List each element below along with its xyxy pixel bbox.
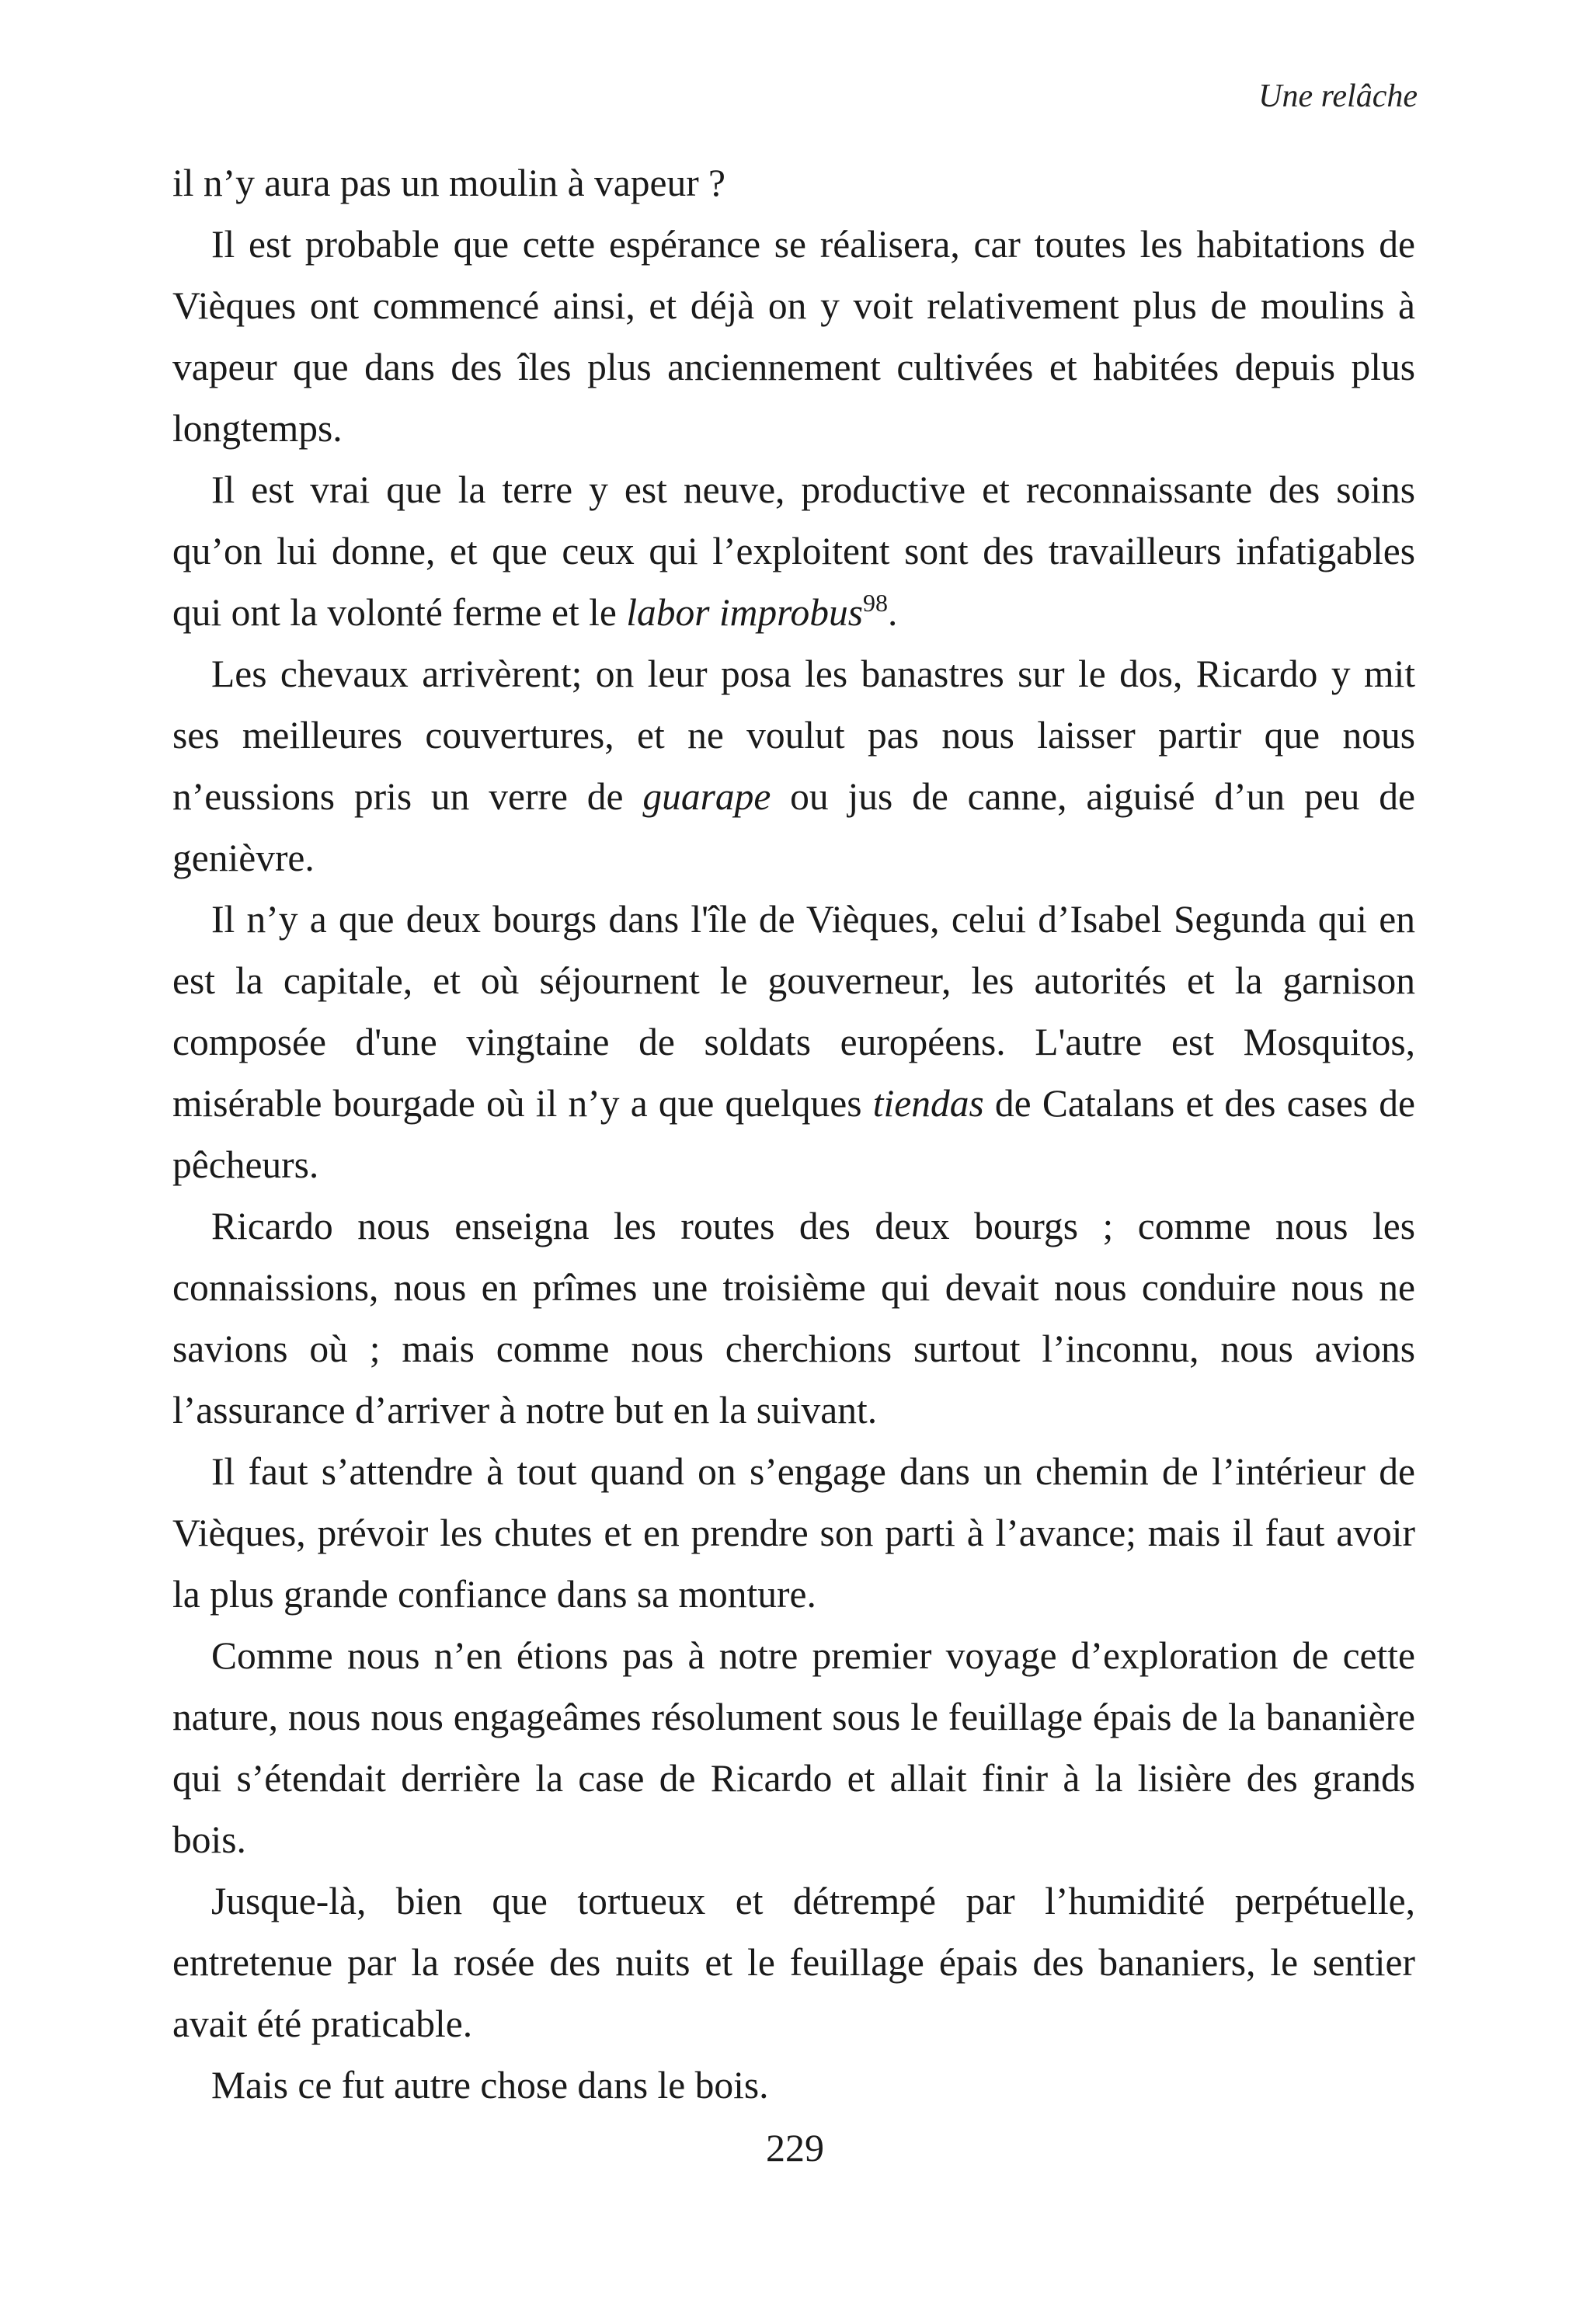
text-run: Les chevaux arrivèrent; on leur posa les banastres sur le dos, Ricardo y mit ses meilleures couvertures, et ne voulut pas nous laisser partir que nous n’eussions pris un verre de [172,652,1415,818]
paragraph [172,643,1415,889]
paragraph [172,1870,1415,2054]
running-head: Une relâche [1258,78,1418,114]
text-run: Il est probable que cette espérance se réalisera, car toutes les habitations de Vièques ont commencé ainsi, et déjà on y voit relativement plus de moulins à vapeur que dans des îles plus anciennement cultivées et habitées depuis plus longtemps. [172,223,1415,450]
text-run: . [888,591,898,634]
text-run: il n’y aura pas un moulin à vapeur ? [172,162,726,204]
page-number: 229 [766,2126,824,2169]
italic-text: tiendas [872,1082,984,1125]
italic-text: guarape [642,775,771,818]
text-run: Jusque-là, bien que tortueux et détrempé par l’humidité perpétuelle, entretenue par la rosée des nuits et le feuillage épais des bananiers, le sentier avait été praticable. [172,1880,1415,2045]
text-run: Ricardo nous enseigna les routes des deux bourgs ; comme nous les connaissions, nous en prîmes une troisième qui devait nous conduire nous ne savions où ; mais comme nous cherchions surtout l’inconnu, nous avions l’assurance d’arriver à notre but en la suivant. [172,1205,1415,1432]
text-run: Mais ce fut autre chose dans le bois. [211,2064,769,2107]
paragraph [172,2054,1415,2116]
text-run: ou jus de canne, aiguisé d’un peu de genièvre. [172,775,1415,879]
paragraph [172,1195,1415,1441]
paragraph [172,889,1415,1195]
paragraph [172,1441,1415,1625]
text-run: Comme nous n’en étions pas à notre premier voyage d’exploration de cette nature, nous nous engageâmes résolument sous le feuillage épais de la bananière qui s’étendait derrière la case de Ricardo et allait finir à la lisière des grands bois. [172,1634,1415,1861]
body-text [172,152,1415,2116]
paragraph [172,152,1415,214]
text-run: Il faut s’attendre à tout quand on s’engage dans un chemin de l’intérieur de Vièques, prévoir les chutes et en prendre son parti à l’avance; mais il faut avoir la plus grande confiance dans sa monture. [172,1450,1415,1616]
text-run: de Catalans et des cases de pêcheurs. [172,1082,1415,1186]
paragraph [172,1625,1415,1870]
paragraph [172,459,1415,643]
italic-text: labor improbus [626,591,864,634]
footnote-marker: 98 [863,589,889,617]
paragraph [172,214,1415,459]
text-run: Il n’y a que deux bourgs dans l'île de Vièques, celui d’Isabel Segunda qui en est la capitale, et où séjournent le gouverneur, les autorités et la garnison composée d'une vingtaine de soldats européens. L'autre est Mosquitos, misérable bourgade où il n’y a que quelques [172,898,1415,1125]
text-run: Il est vrai que la terre y est neuve, productive et reconnaissante des soins qu’on lui donne, et que ceux qui l’exploitent sont des travailleurs infatigables qui ont la volonté ferme et le [172,468,1415,634]
